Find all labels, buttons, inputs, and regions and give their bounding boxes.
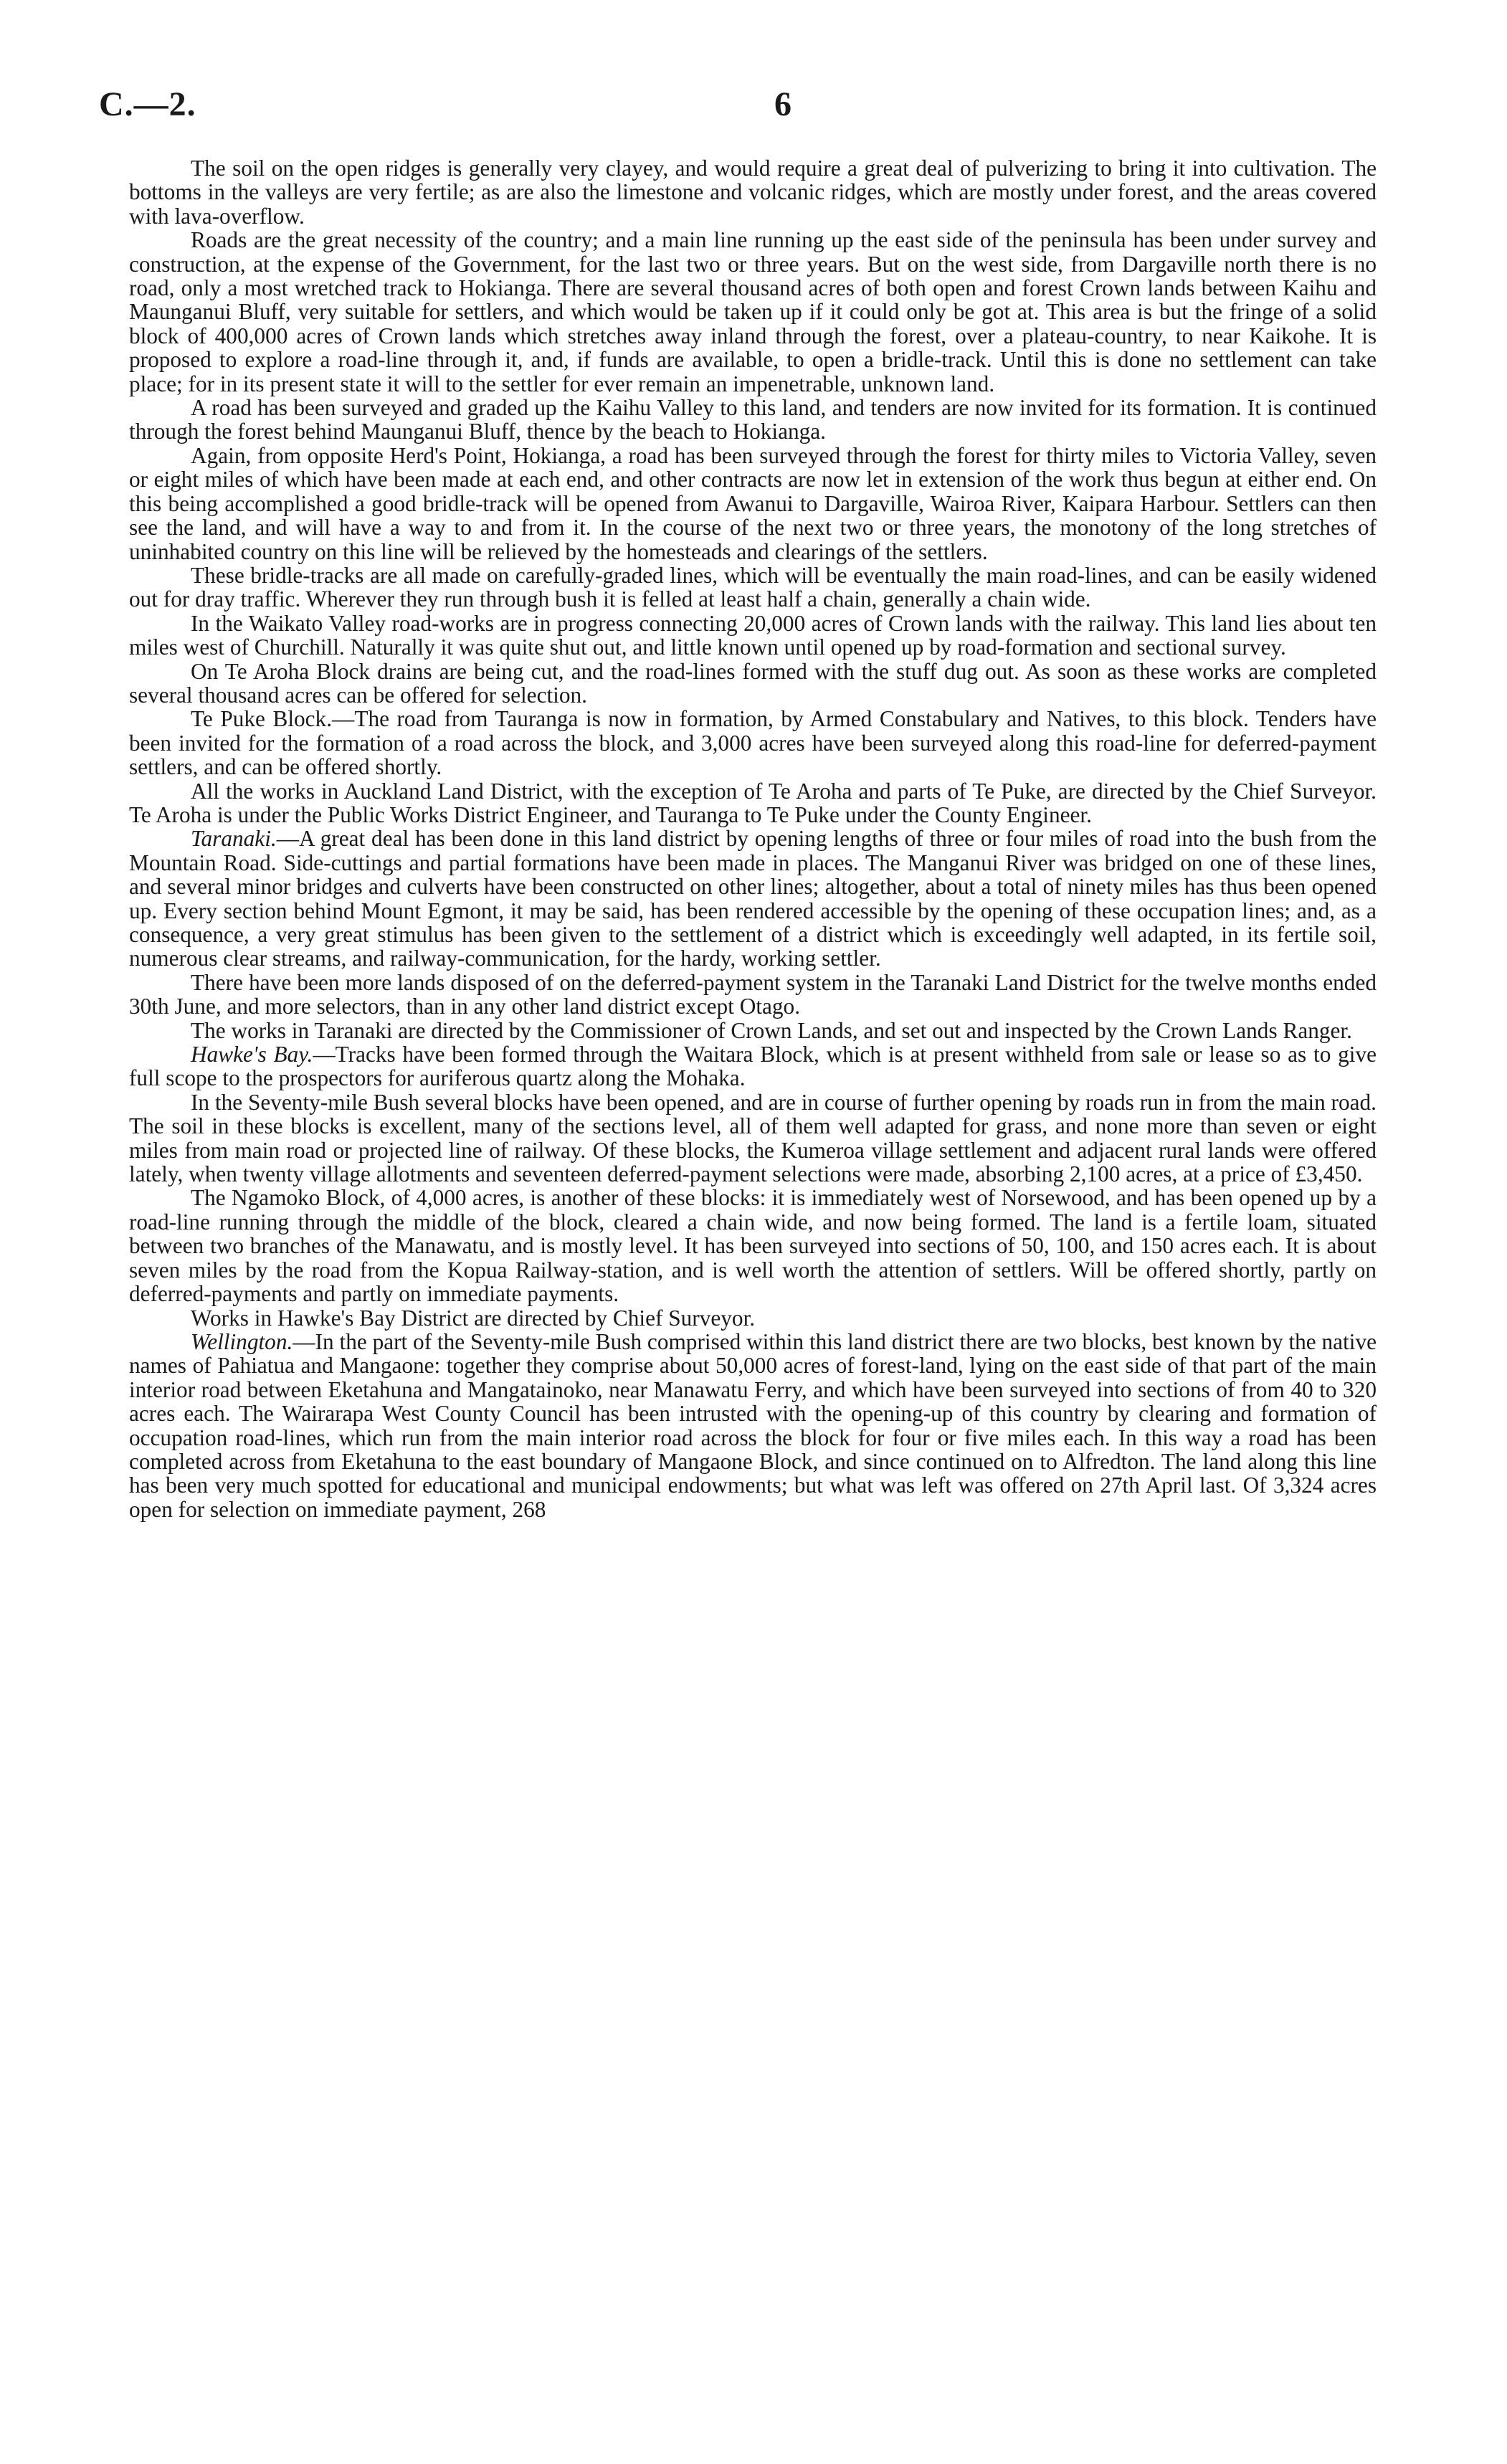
paragraph-text: Te Puke Block.—The road from Tauranga is now in formation, by Armed Constabulary and Natives, to this block. Tenders have been invited for the formation of a road across the block, and 3,000 acres have been surveyed along this road-line for deferred-payment settlers, and can be offered shortly.	[129, 706, 1377, 780]
section-lead-taranaki: Taranaki.	[191, 826, 277, 852]
paragraph-text: In the Seventy-mile Bush several blocks have been opened, and are in course of further opening by roads run in from the main road. The soil in these blocks is excellent, many of the sections level, all of them well adapted for grass, and none more than seven or eight miles from main road or projected line of railway. Of these blocks, the Kumeroa village settlement and adjacent rural lands were offered lately, when twenty village allotments and seventeen deferred-payment selections were made, absorbing 2,100 acres, at a price of £3,450.	[129, 1089, 1377, 1187]
document-reference: C.—2.	[99, 85, 196, 123]
paragraph-taranaki	[129, 827, 1377, 970]
paragraph	[129, 660, 1377, 708]
paragraph	[129, 1019, 1377, 1042]
paragraph	[129, 707, 1377, 779]
paragraph-text: Again, from opposite Herd's Point, Hokianga, a road has been surveyed through the forest for thirty miles to Victoria Valley, seven or eight miles of which have been made at each end, and other contracts are now let in extension of the work thus begun at either end. On this being accomplished a good bridle-track will be opened from Awanui to Dargaville, Wairoa River, Kaipara Harbour. Settlers can then see the land, and will have a way to and from it. In the course of the next two or three years, the monotony of the long stretches of uninhabited country on this line will be relieved by the homesteads and clearings of the settlers.	[129, 442, 1377, 564]
body-text	[129, 156, 1377, 1521]
paragraph	[129, 228, 1377, 396]
paragraph-text: These bridle-tracks are all made on carefully-graded lines, which will be eventually the main road-lines, and can be easily widened out for dray traffic. Wherever they run through bush it is felled at least half a chain, generally a chain wide.	[129, 562, 1377, 612]
paragraph	[129, 971, 1377, 1019]
paragraph-text: Roads are the great necessity of the country; and a main line running up the east side of the peninsula has been under survey and construction, at the expense of the Government, for the last two or three years. But on the west side, from Dargaville north there is no road, only a most wretched track to Hokianga. There are several thousand acres of both open and forest Crown lands between Kaihu and Maunganui Bluff, very suitable for settlers, and which would be taken up if it could only be got at. This area is but the fringe of a solid block of 400,000 acres of Crown lands which stretches away inland through the forest, over a plateau-country, to near Kaikohe. It is proposed to explore a road-line through it, and, if funds are available, to open a bridle-track. Until this is done no settlement can take place; for in its present state it will to the settler for ever remain an impenetrable, unknown land.	[129, 227, 1377, 396]
paragraph-text: —Tracks have been formed through the Waitara Block, which is at present withheld from sale or lease so as to give full scope to the prospectors for auriferous quartz along the Mohaka.	[129, 1042, 1377, 1091]
paragraph-text: On Te Aroha Block drains are being cut, and the road-lines formed with the stuff dug out. As soon as these works are completed several thousand acres can be offered for selection.	[129, 658, 1377, 708]
paragraph	[129, 444, 1377, 563]
paragraph-text: All the works in Auckland Land District, with the exception of Te Aroha and parts of Te Puke, are directed by the Chief Surveyor. Te Aroha is under the Public Works District Engineer, and Tauranga to Te Puke under the County Engineer.	[129, 778, 1377, 827]
paragraph-hawkes-bay	[129, 1042, 1377, 1090]
paragraph-text: The works in Taranaki are directed by the Commissioner of Crown Lands, and set out and inspected by the Crown Lands Ranger.	[191, 1017, 1352, 1043]
page-number: 6	[774, 85, 791, 123]
paragraph	[129, 779, 1377, 827]
paragraph-text: A road has been surveyed and graded up the Kaihu Valley to this land, and tenders are now invited for its formation. It is continued through the forest behind Maunganui Bluff, thence by the beach to Hokianga.	[129, 395, 1377, 444]
paragraph-text: Works in Hawke's Bay District are directed by Chief Surveyor.	[191, 1305, 756, 1331]
paragraph	[129, 563, 1377, 612]
paragraph-text: —In the part of the Seventy-mile Bush comprised within this land district there are two blocks, best known by the native names of Pahiatua and Mangaone: together they comprise about 50,000 acres of forest-land, lying on the east side of that part of the main interior road between Eketahuna and Mangatainoko, near Manawatu Ferry, and which have been surveyed into sections of from 40 to 320 acres each. The Wairarapa West County Council has been intrusted with the opening-up of this country by clearing and formation of occupation road-lines, which run from the main interior road across the block for four or five miles each. In this way a road has been completed across from Eketahuna to the east boundary of Mangaone Block, and since continued on to Alfredton. The land along this line has been very much spotted for educational and municipal endowments; but what was left was offered on 27th April last. Of 3,324 acres open for selection on immediate payment, 268	[129, 1328, 1377, 1522]
paragraph-text: In the Waikato Valley road-works are in progress connecting 20,000 acres of Crown lands with the railway. This land lies about ten miles west of Churchill. Naturally it was quite shut out, and little known until opened up by road-formation and sectional survey.	[129, 610, 1377, 660]
section-lead-wellington: Wellington.	[191, 1328, 293, 1354]
paragraph	[129, 396, 1377, 444]
paragraph-text: —A great deal has been done in this land district by opening lengths of three or four miles of road into the bush from the Mountain Road. Side-cuttings and partial formations have been made in places. The Manganui River was bridged on one of these lines, and several minor bridges and culverts have been constructed on other lines; altogether, about a total of ninety miles has thus been opened up. Every section behind Mount Egmont, it may be said, has been rendered accessible by the opening of these occupation lines; and, as a consequence, a very great stimulus has been given to the settlement of a district which is exceedingly well adapted, in its fertile soil, numerous clear streams, and railway-communication, for the hardy, working settler.	[129, 826, 1377, 971]
paragraph	[129, 612, 1377, 660]
paragraph	[129, 1186, 1377, 1305]
paragraph	[129, 1090, 1377, 1186]
paragraph-text: The soil on the open ridges is generally very clayey, and would require a great deal of pulverizing to bring it into cultivation. The bottoms in the valleys are very fertile; as are also the limestone and volcanic ridges, which are mostly under forest, and the areas covered with lava-overflow.	[129, 156, 1377, 229]
section-lead-hawkes-bay: Hawke's Bay.	[191, 1042, 313, 1067]
paragraph	[129, 1306, 1377, 1330]
paragraph-text: There have been more lands disposed of on the deferred-payment system in the Taranaki Land District for the twelve months ended 30th June, and more selectors, than in any other land district except Otago.	[129, 969, 1377, 1019]
paragraph-text: The Ngamoko Block, of 4,000 acres, is another of these blocks: it is immediately west of Norsewood, and has been opened up by a road-line running through the middle of the block, cleared a chain wide, and now being formed. The land is a fertile loam, situated between two branches of the Manawatu, and is mostly level. It has been surveyed into sections of 50, 100, and 150 acres each. It is about seven miles by the road from the Kopua Railway-station, and is well worth the attention of settlers. Will be offered shortly, partly on deferred-payments and partly on immediate payments.	[129, 1185, 1377, 1307]
paragraph-wellington	[129, 1330, 1377, 1521]
paragraph	[129, 156, 1377, 228]
